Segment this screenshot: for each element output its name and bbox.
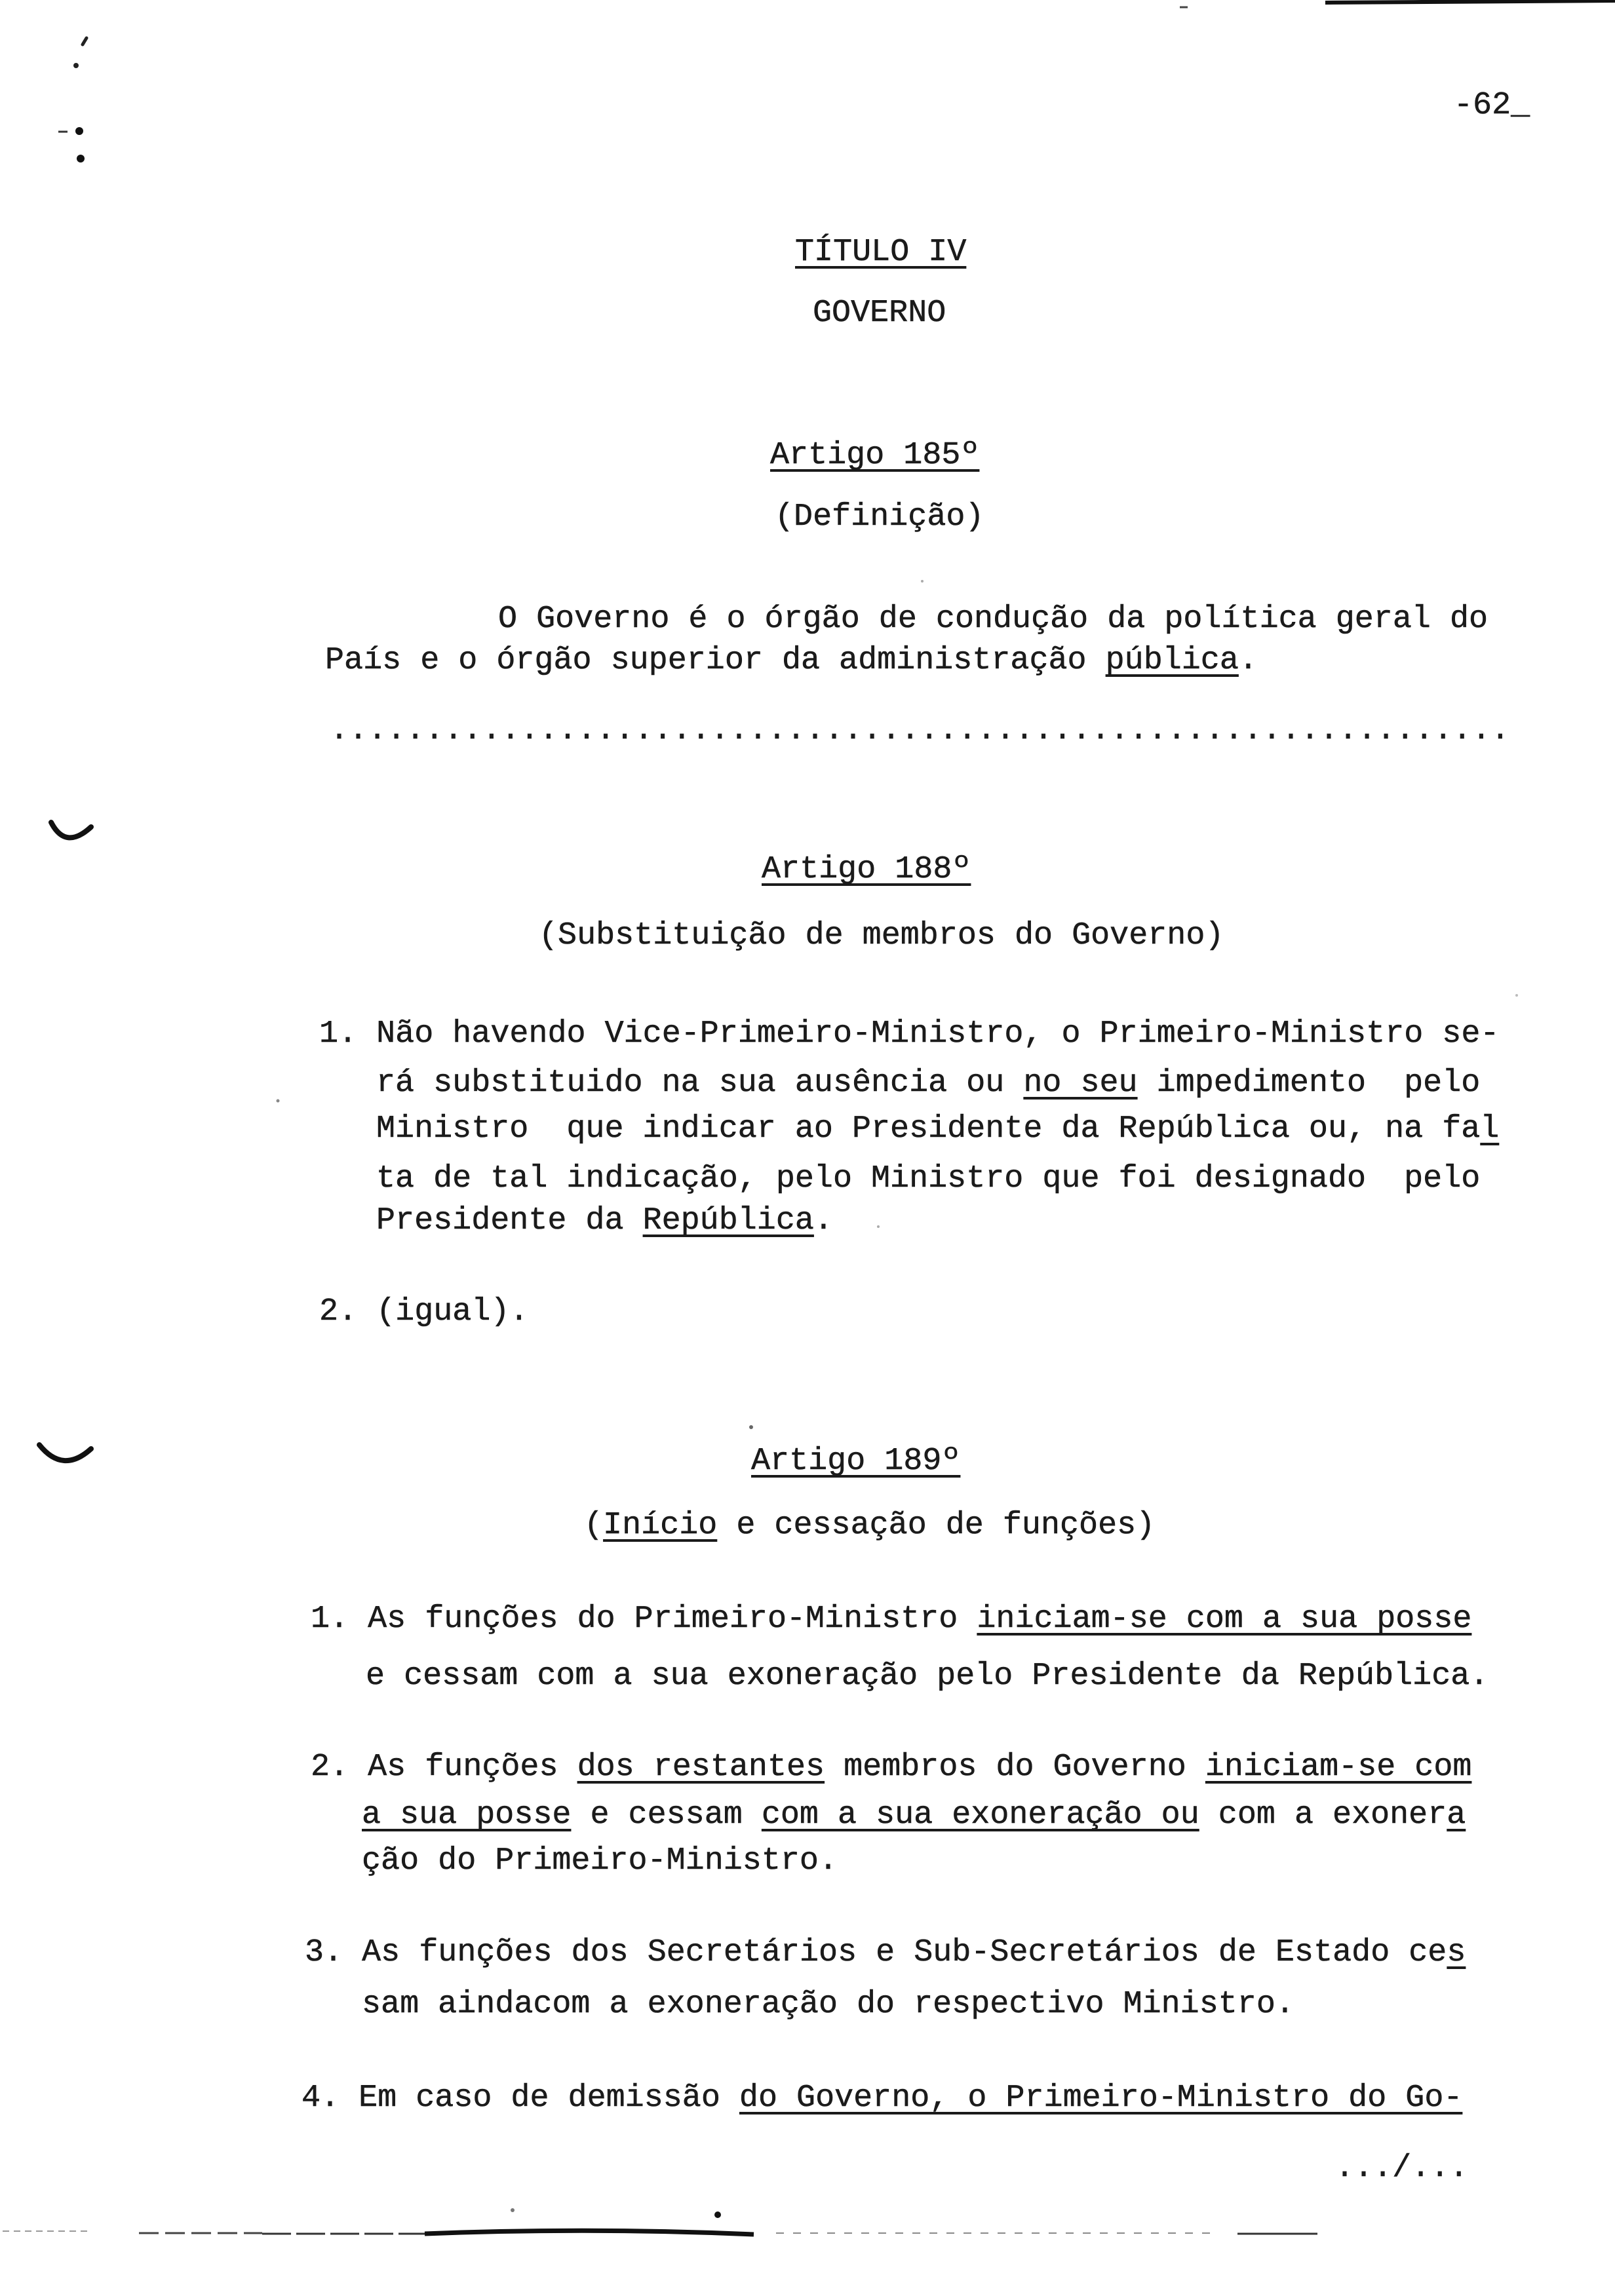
body-line: sam aindacom a exoneração do respectivo Ministro.: [362, 1986, 1294, 2022]
body-line: [302, 2080, 1462, 2116]
text-segment: e cessação de funções): [717, 1507, 1156, 1543]
underlined-text: no seu: [1023, 1065, 1138, 1101]
dotted-separator: ..............................................................: [330, 712, 1510, 748]
article-189-subtitle: [584, 1507, 1155, 1544]
body-line: [311, 1601, 1471, 1637]
text-segment: membros do Governo: [825, 1749, 1205, 1785]
stray-speck: [714, 2211, 721, 2218]
body-line: [376, 1065, 1480, 1101]
underlined-text: iniciam-se com: [1205, 1749, 1472, 1785]
body-line: ta de tal indicação, pelo Ministro que foi designado pelo: [376, 1160, 1481, 1196]
text-segment: Ministro que indicar ao Presidente da República ou, na fa: [376, 1111, 1481, 1147]
title-heading: TÍTULO IV: [795, 234, 967, 270]
margin-dot: [75, 127, 83, 135]
stray-speck: [277, 1100, 280, 1103]
body-line: 2. (igual).: [319, 1293, 529, 1330]
title-subheading: GOVERNO: [813, 295, 946, 331]
article-188-heading: Artigo 188º: [762, 851, 971, 887]
body-line: [376, 1202, 833, 1239]
page-number: -62_: [1454, 87, 1530, 123]
text-segment: 3. As funções dos Secretários e Sub-Secretários de Estado ce: [305, 1934, 1447, 1970]
body-line: [325, 642, 1258, 679]
text-segment: Presidente da: [376, 1202, 643, 1238]
underlined-text: com a sua exoneração ou: [761, 1797, 1199, 1833]
text-segment: com a exoner: [1199, 1797, 1447, 1833]
underlined-text: do Governo, o Primeiro-Ministro do Go-: [739, 2080, 1463, 2116]
margin-check-mark: [51, 822, 91, 837]
underlined-text: iniciam-se com a sua posse: [977, 1601, 1472, 1637]
body-line: [376, 1111, 1499, 1147]
body-line: ção do Primeiro-Ministro.: [362, 1843, 838, 1879]
text-segment: impedimento pelo: [1137, 1065, 1481, 1101]
stray-speck: [921, 580, 924, 583]
body-line: [311, 1749, 1471, 1786]
margin-check-mark: [39, 1445, 91, 1461]
text-segment: 2. As funções: [311, 1749, 577, 1785]
body-line: [362, 1797, 1466, 1833]
stray-speck: [511, 2208, 515, 2212]
text-segment: e cessam: [571, 1797, 762, 1833]
margin-tick-mark: [83, 38, 87, 45]
article-185-heading: Artigo 185º: [770, 437, 980, 473]
underlined-text: l: [1480, 1111, 1500, 1147]
underlined-text: República: [642, 1202, 814, 1238]
article-189-heading: Artigo 189º: [751, 1443, 961, 1479]
body-line: 1. Não havendo Vice-Primeiro-Ministro, o Primeiro-Ministro se-: [319, 1016, 1500, 1052]
underlined-text: a: [1447, 1797, 1466, 1833]
bottom-scan-line-thick: [425, 2230, 754, 2234]
stray-speck: [1515, 994, 1518, 997]
stray-speck: [877, 1225, 880, 1228]
underlined-text: Início: [603, 1507, 718, 1543]
text-segment: .: [813, 1202, 833, 1238]
article-188-subtitle: (Substituição de membros do Governo): [539, 917, 1224, 953]
text-segment: 1. As funções do Primeiro-Ministro: [311, 1601, 977, 1637]
body-line: [305, 1934, 1466, 1971]
text-segment: (: [584, 1507, 604, 1543]
body-line: O Governo é o órgão de condução da política geral do: [498, 601, 1489, 637]
underlined-text: a sua posse: [362, 1797, 572, 1833]
underlined-text: dos restantes: [577, 1749, 825, 1785]
text-segment: 4. Em caso de demissão: [302, 2080, 739, 2116]
article-185-subtitle: (Definição): [775, 499, 984, 535]
margin-dot: [77, 155, 85, 163]
underlined-text: pública: [1105, 642, 1239, 678]
continuation-mark: .../...: [1335, 2150, 1469, 2186]
text-segment: .: [1238, 642, 1258, 678]
stray-speck: [749, 1425, 753, 1429]
underlined-text: s: [1447, 1934, 1466, 1970]
text-segment: País e o órgão superior da administração: [325, 642, 1106, 678]
margin-dot: [73, 63, 79, 68]
body-line: e cessam com a sua exoneração pelo Presidente da República.: [366, 1658, 1489, 1694]
text-segment: rá substituido na sua ausência ou: [376, 1065, 1024, 1101]
top-edge-scan-line: [1325, 1, 1615, 3]
